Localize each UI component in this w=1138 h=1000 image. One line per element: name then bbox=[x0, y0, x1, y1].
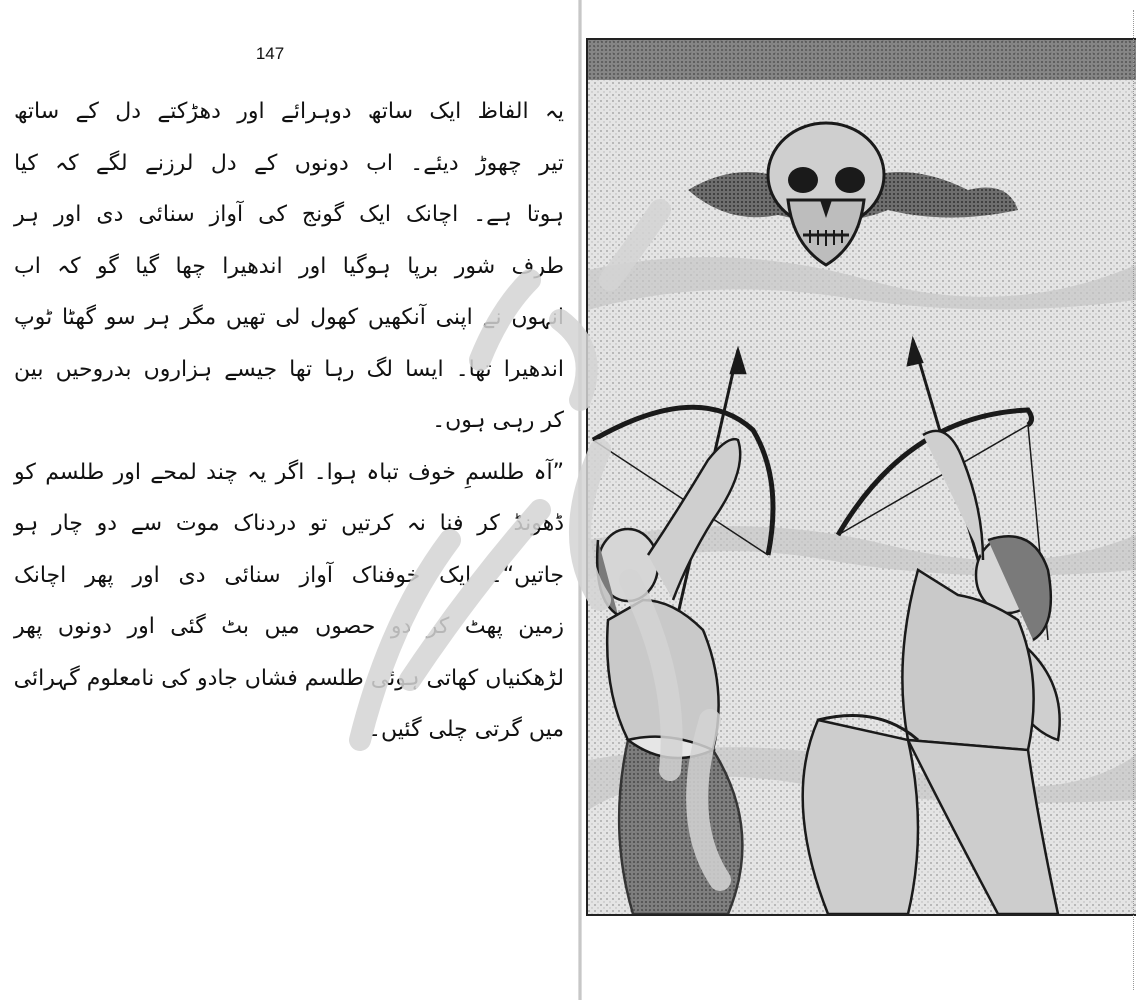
archers-illustration bbox=[588, 40, 1136, 914]
paragraph-2 bbox=[14, 447, 564, 756]
paragraph-1 bbox=[14, 86, 564, 447]
text-line: تیر چھوڑ دیئے۔ اب دونوں کے دل لرزنے لگے کہ کیا bbox=[14, 150, 564, 176]
scan-edge bbox=[1127, 10, 1134, 990]
dark-sky-band bbox=[588, 40, 1136, 80]
illustration-panel bbox=[586, 38, 1136, 916]
story-text bbox=[14, 86, 564, 756]
text-line: میں گرتی چلی گئیں۔ bbox=[368, 717, 564, 742]
text-line: لڑھکنیاں کھاتی ہوئی طلسم فشاں جادو کی نامعلوم گہرائی bbox=[13, 665, 564, 691]
text-line: انہوں نے اپنی آنکھیں کھول لی تھیں مگر ہر سو گھٹا ٹوپ bbox=[14, 305, 564, 330]
text-line: ہوتا ہے۔ اچانک ایک گونج کی آواز سنائی دی اور ہر bbox=[14, 202, 564, 227]
text-line: یہ الفاظ ایک ساتھ دوہرائے اور دھڑکتے دل کے ساتھ bbox=[14, 99, 564, 124]
text-line: زمین پھٹ کر دو حصوں میں بٹ گئی اور دونوں پھر bbox=[14, 614, 564, 639]
book-gutter bbox=[578, 0, 582, 1000]
text-line: جاتیں“۔ ایک خوفناک آواز سنائی دی اور پھر اچانک bbox=[14, 562, 564, 588]
text-line: کر رہی ہوں۔ bbox=[432, 408, 564, 433]
page-number: 147 bbox=[255, 44, 285, 63]
text-line: طرف شور برپا ہوگیا اور اندھیرا چھا گیا گو کہ اب bbox=[14, 253, 564, 279]
text-line: ”آہ طلسمِ خوف تباہ ہوا۔ اگر یہ چند لمحے اور طلسم کو bbox=[14, 459, 564, 485]
text-line: اندھیرا تھا۔ ایسا لگ رہا تھا جیسے ہزاروں بدروحیں بین bbox=[14, 356, 564, 382]
text-line: ڈھونڈ کر فنا نہ کرتیں تو دردناک موت سے دو چار ہو bbox=[14, 511, 564, 536]
